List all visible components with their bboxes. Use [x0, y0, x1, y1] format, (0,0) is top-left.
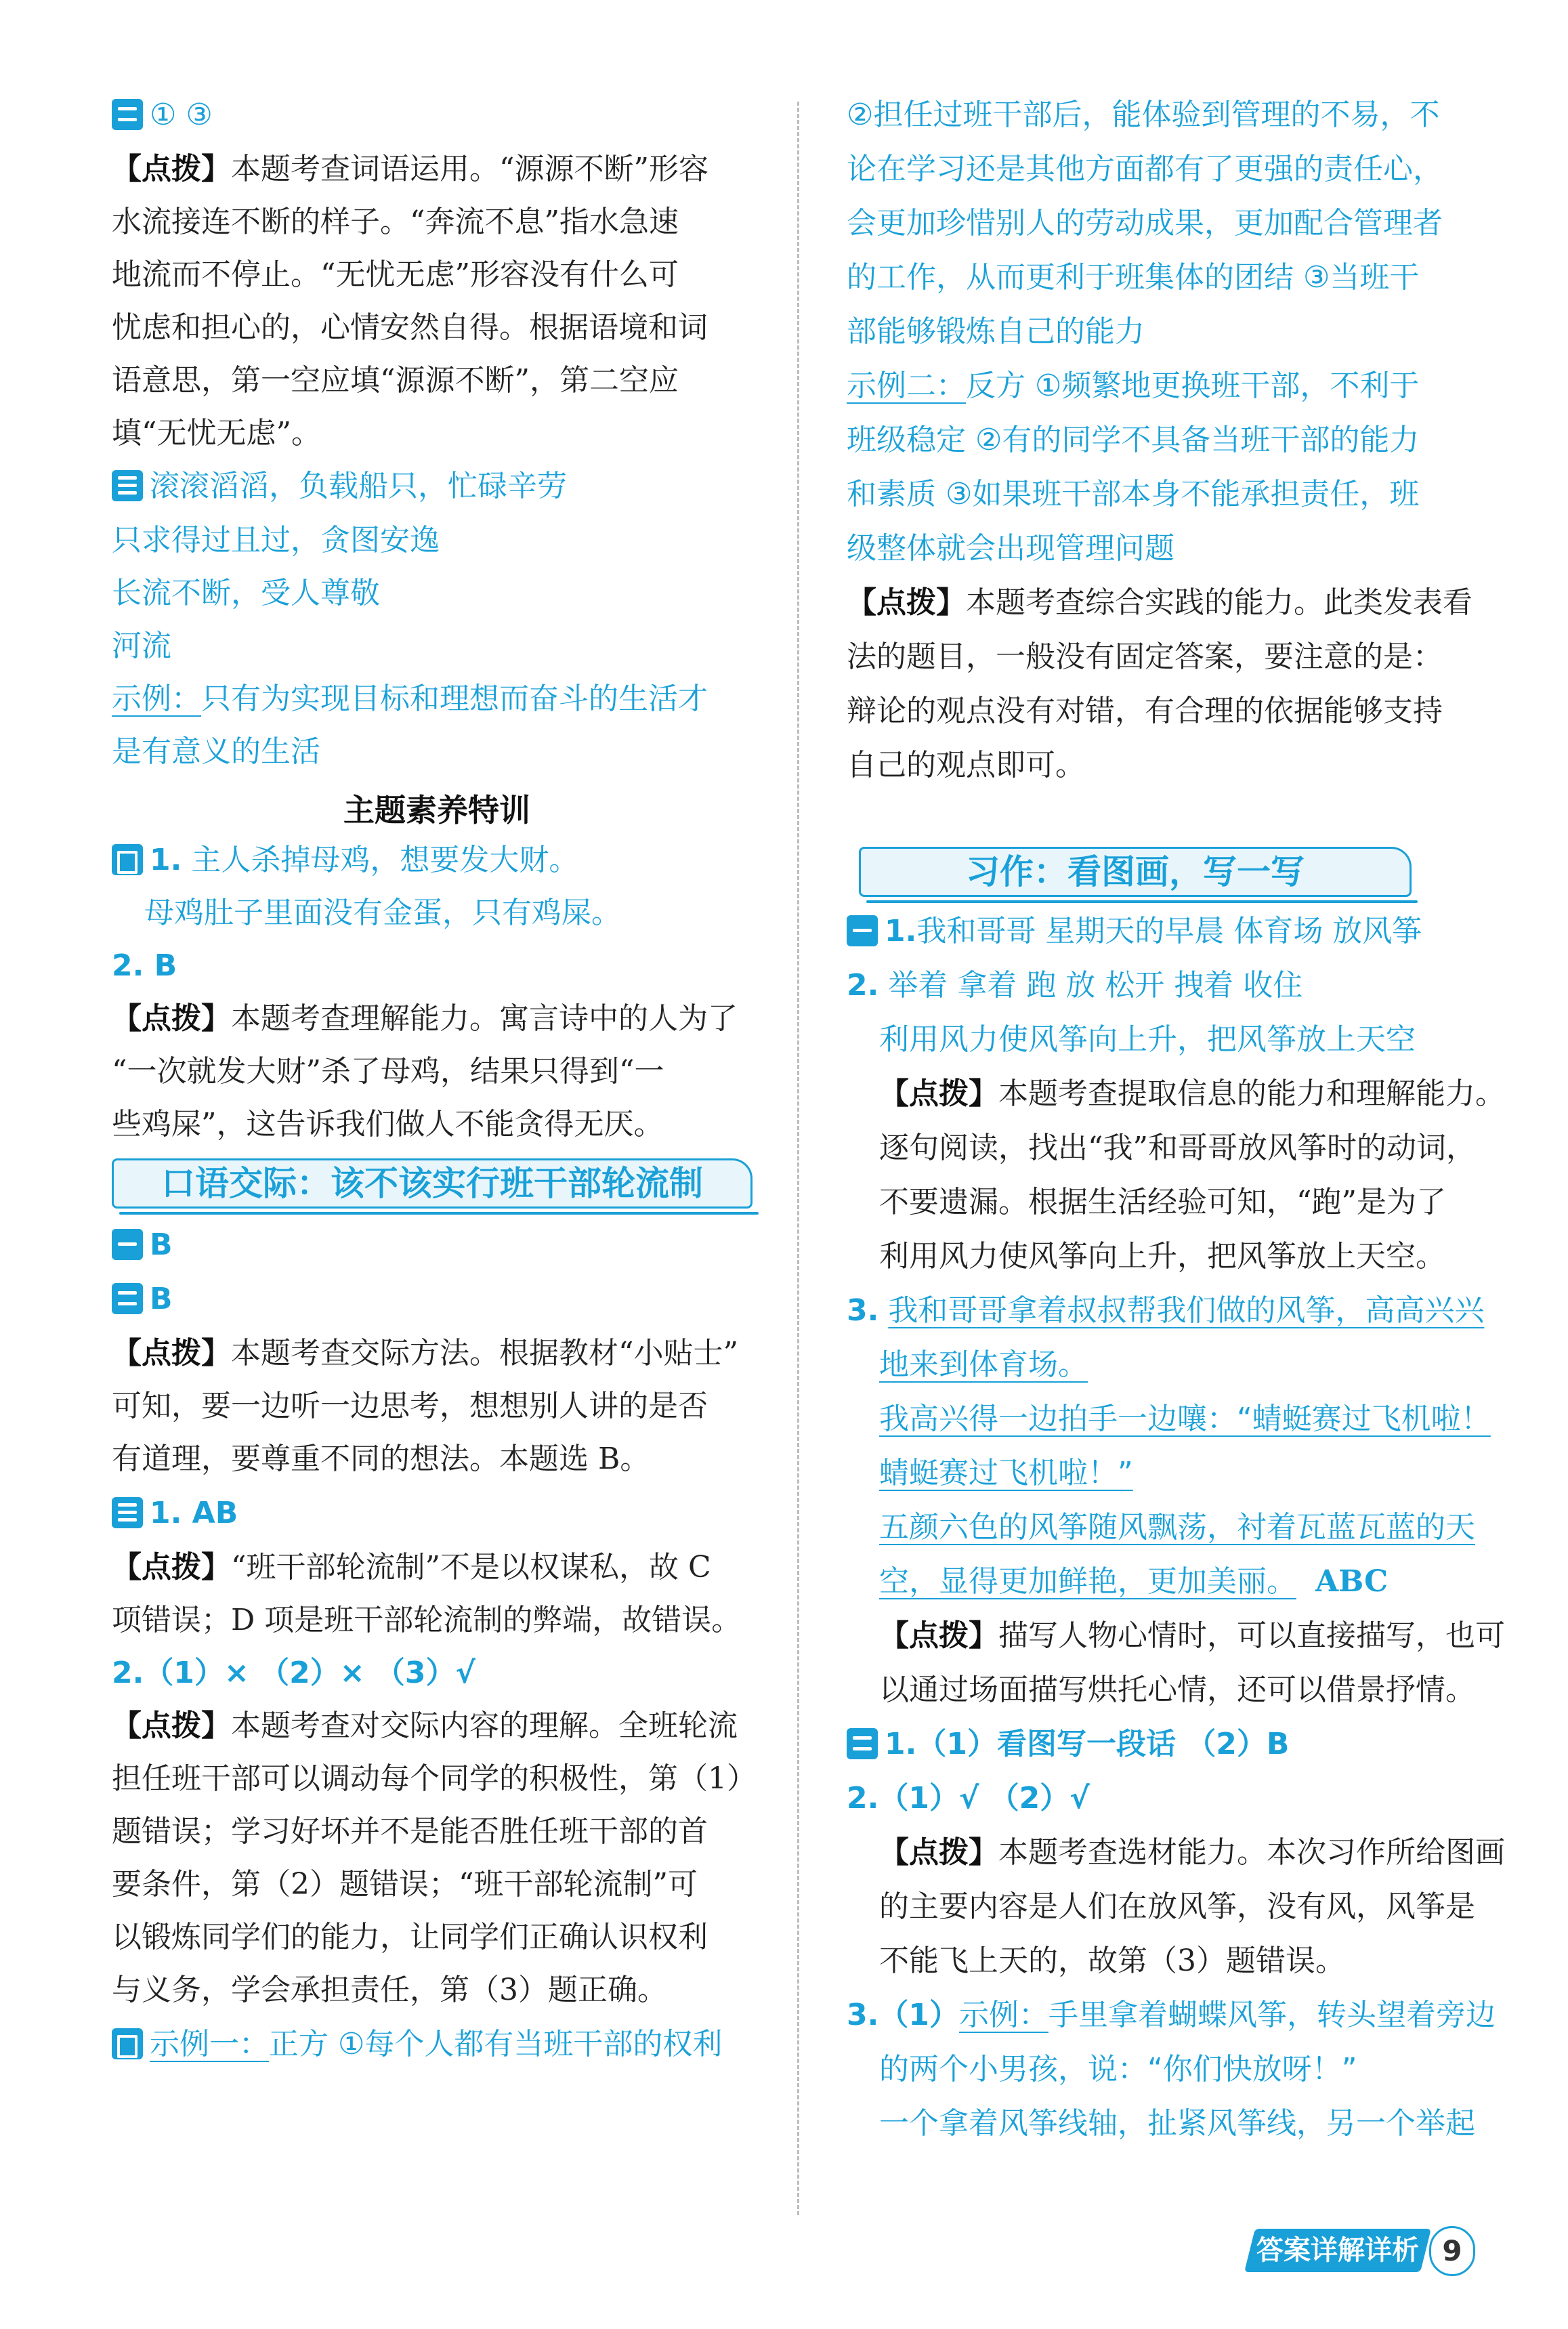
- hint-text: 有道理，要尊重不同的想法。本题选 B。: [112, 1442, 650, 1476]
- answer-text: B: [150, 1228, 173, 1262]
- hint-text: 与义务，学会承担责任，第（3）题正确。: [112, 1973, 667, 2007]
- hint-text: 些鸡屎”，这告诉我们做人不能贪得无厌。: [112, 1107, 664, 1141]
- section-badge-4-icon: [112, 2028, 143, 2059]
- answer-text: 会更加珍惜别人的劳动成果，更加配合管理者: [847, 206, 1443, 240]
- answer-text: 母鸡肚子里面没有金蛋，只有鸡屎。: [144, 896, 621, 930]
- question-number: 3.（1）: [847, 1998, 959, 2032]
- answer-line: [847, 1507, 1487, 1548]
- answer-text: 我高兴得一边拍手一边嚷：“蜻蜓赛过飞机啦！: [879, 1402, 1491, 1436]
- hint-text: 辩论的观点没有对错，有合理的依据能够支持: [847, 694, 1443, 728]
- hint-text: 担任班干部可以调动每个同学的积极性，第（1）: [112, 1761, 757, 1796]
- hint-text: 本题考查交际方法。根据教材“小贴士”: [231, 1336, 738, 1370]
- section-title: 主题素养特训: [343, 792, 530, 828]
- answer-line: [847, 1291, 1487, 1331]
- answer-text: 长流不断，受人尊敬: [112, 576, 380, 610]
- answer-text: 的工作，从而更利于班集体的团结 ③当班干: [847, 260, 1420, 295]
- hint-text: 本题考查选材能力。本次习作所给图画: [998, 1835, 1505, 1870]
- hint-label: 【点拨】: [847, 585, 966, 620]
- hint-label: 【点拨】: [112, 1001, 231, 1036]
- answer-line: [847, 366, 1487, 406]
- answer-line: [112, 1493, 762, 1534]
- example-label: 示例一：: [150, 2027, 269, 2061]
- answer-text: 是有意义的生活: [112, 734, 320, 769]
- section-badge-2-icon: [847, 1728, 878, 1759]
- hint-line: [847, 1832, 1505, 1873]
- answer-text: 我和哥哥 星期天的早晨 体育场 放风筝: [916, 914, 1422, 948]
- answer-text: 我和哥哥拿着叔叔帮我们做的风筝，高高兴兴: [888, 1293, 1485, 1328]
- answer-text: 只求得过且过，贪图安逸: [112, 523, 440, 558]
- answer-line: [847, 1453, 1487, 1494]
- hint-text: 项错误；D 项是班干部轮流制的弊端，故错误。: [112, 1603, 742, 1637]
- hint-text: 描写人物心情时，可以直接描写，也可: [998, 1618, 1505, 1653]
- section-badge-3-icon: [112, 1497, 143, 1528]
- answer-line: [847, 1995, 1496, 2036]
- answer-text: 1. AB: [150, 1496, 238, 1530]
- hint-line: [847, 1074, 1505, 1114]
- hint-line: [112, 1706, 762, 1746]
- hint-label: 【点拨】: [112, 152, 231, 186]
- hint-line: [847, 583, 1487, 623]
- hint-text: 水流接连不断的样子。“奔流不息”指水急速: [112, 205, 679, 239]
- answer-text: 2.（1）√ （2）√: [847, 1781, 1090, 1816]
- hint-text: 可知，要一边听一边思考，想想别人讲的是否: [112, 1389, 708, 1423]
- example-label: 示例：: [958, 1998, 1048, 2032]
- answer-text: 河流: [112, 629, 171, 663]
- answer-line: [112, 2024, 762, 2065]
- hint-label: 【点拨】: [879, 1835, 998, 1870]
- example-label: 示例二：: [847, 369, 966, 403]
- answer-line: [112, 679, 762, 719]
- answer-line: [847, 911, 1487, 952]
- answer-text: 蜻蜓赛过飞机啦！”: [879, 1456, 1133, 1490]
- hint-text: 本题考查提取信息的能力和理解能力。: [998, 1076, 1505, 1111]
- answer-text: 反方 ①频繁地更换班干部，不利于: [966, 369, 1420, 403]
- hint-line: [112, 1547, 762, 1588]
- hint-text: 语意思，第一空应填“源源不断”，第二空应: [112, 363, 679, 398]
- answer-line: [847, 1345, 1487, 1385]
- hint-line: [112, 1333, 762, 1374]
- hint-text: “班干部轮流制”不是以权谋私，故 C: [231, 1550, 711, 1585]
- section-badge-1-icon: [112, 1229, 143, 1260]
- answer-text: 部能够锻炼自己的能力: [847, 314, 1145, 349]
- answer-line: [112, 1279, 762, 1320]
- hint-text: 题错误；学习好坏并不是能否胜任班干部的首: [112, 1814, 708, 1849]
- section-badge-2-icon: [112, 1283, 143, 1314]
- answer-text: 一个拿着风筝线轴，扯紧风筝线，另一个举起: [879, 2106, 1475, 2141]
- answer-text: 和素质 ③如果班干部本身不能承担责任，班: [847, 477, 1420, 511]
- answer-text: ②担任过班干部后，能体验到管理的不易，不: [847, 98, 1440, 132]
- hint-text: 忧虑和担心的，心情安然自得。根据语境和词: [112, 310, 708, 345]
- question-number: 1.: [885, 914, 917, 948]
- answer-text: 利用风力使风筝向上升，把风筝放上天空: [879, 1022, 1416, 1057]
- question-number: 3.: [847, 1293, 879, 1328]
- hint-text: 以锻炼同学们的能力，让同学们正确认识权利: [112, 1920, 708, 1954]
- hint-text: 利用风力使风筝向上升，把风筝放上天空。: [879, 1239, 1445, 1274]
- hint-text: 的主要内容是人们在放风筝，没有风，风筝是: [879, 1889, 1475, 1924]
- hint-label: 【点拨】: [879, 1618, 998, 1653]
- example-label: 示例：: [112, 681, 201, 716]
- section-banner: 习作：看图画，写一写: [859, 847, 1412, 897]
- hint-line: [112, 999, 762, 1039]
- hint-text: 本题考查综合实践的能力。此类发表看: [966, 585, 1472, 620]
- hint-text: 本题考查理解能力。寓言诗中的人为了: [231, 1001, 738, 1036]
- question-number: 2.: [847, 968, 879, 1003]
- answer-text: 主人杀掉母鸡，想要发大财。: [191, 843, 579, 877]
- answer-text: 2.（1）× （2）× （3）√: [112, 1656, 475, 1690]
- hint-label: 【点拨】: [112, 1336, 231, 1370]
- hint-text: 地流而不停止。“无忧无虑”形容没有什么可: [112, 257, 679, 292]
- answer-line: [112, 840, 762, 881]
- hint-label: 【点拨】: [879, 1076, 998, 1111]
- section-badge-2-icon: [112, 99, 143, 130]
- answer-text: 滚滚滔滔，负载船只，忙碌辛劳: [150, 469, 567, 503]
- answer-text: 地来到体育场。: [879, 1347, 1088, 1382]
- footer-label: 答案详解详析: [1256, 2235, 1419, 2266]
- hint-label: 【点拨】: [112, 1550, 231, 1585]
- hint-label: 【点拨】: [112, 1708, 231, 1743]
- hint-text: 法的题目，一般没有固定答案，要注意的是：: [847, 639, 1443, 674]
- hint-line: [112, 149, 762, 190]
- answer-line: [112, 1225, 762, 1265]
- answer-text: 1.（1）看图写一段话 （2）B: [885, 1727, 1290, 1761]
- answer-text: 只有为实现目标和理想而奋斗的生活才: [201, 681, 708, 716]
- page-number: 9: [1429, 2226, 1475, 2276]
- hint-text: 要条件，第（2）题错误；“班干部轮流制”可: [112, 1867, 698, 1902]
- section-badge-1-icon: [847, 915, 878, 946]
- answer-text: 的两个小男孩，说：“你们快放呀！”: [879, 2052, 1357, 2086]
- section-banner: 口语交际：该不该实行班干部轮流制: [112, 1158, 753, 1209]
- column-divider: [797, 102, 799, 2215]
- answer-line: [112, 466, 762, 507]
- hint-text: 本题考查词语运用。“源源不断”形容: [231, 152, 708, 186]
- answer-text: 举着 拿着 跑 放 松开 拽着 收住: [888, 968, 1303, 1003]
- hint-text: 逐句阅读，找出“我”和哥哥放风筝时的动词，: [879, 1131, 1476, 1165]
- answer-text: B: [150, 1282, 173, 1316]
- hint-text: “一次就发大财”杀了母鸡，结果只得到“一: [112, 1054, 664, 1089]
- hint-text: 本题考查对交际内容的理解。全班轮流: [231, 1708, 738, 1743]
- hint-text: 填“无忧无虑”。: [112, 416, 321, 450]
- answer-text: 班级稳定 ②有的同学不具备当班干部的能力: [847, 423, 1420, 457]
- hint-text: 不能飞上天的，故第（3）题错误。: [879, 1944, 1345, 1978]
- answer-line: [112, 95, 762, 135]
- hint-text: 自己的观点即可。: [847, 748, 1085, 782]
- hint-text: 以通过场面描写烘托心情，还可以借景抒情。: [879, 1673, 1475, 1707]
- answer-text: 论在学习还是其他方面都有了更强的责任心，: [847, 152, 1443, 186]
- answer-text: 手里拿着蝴蝶风筝，转头望着旁边: [1048, 1998, 1496, 2032]
- answer-text: 正方 ①每个人都有当班干部的权利: [269, 2027, 723, 2061]
- answer-line: [847, 1724, 1487, 1765]
- answer-text: 空，显得更加鲜艳，更加美丽。: [879, 1564, 1296, 1599]
- hint-line: [847, 1616, 1505, 1656]
- question-number: 1.: [150, 843, 182, 877]
- section-badge-4-icon: [112, 844, 143, 875]
- answer-line: [847, 1399, 1491, 1440]
- answer-line: [847, 965, 1487, 1006]
- answer-text: 级整体就会出现管理问题: [847, 531, 1174, 566]
- answer-text: 2. B: [112, 948, 177, 983]
- section-badge-3-icon: [112, 470, 143, 501]
- answer-text: 五颜六色的风筝随风飘荡，衬着瓦蓝瓦蓝的天: [879, 1510, 1475, 1545]
- answer-text: ABC: [1315, 1564, 1389, 1599]
- answer-text: ① ③: [150, 98, 213, 132]
- hint-text: 不要遗漏。根据生活经验可知，“跑”是为了: [879, 1185, 1446, 1219]
- answer-line: [847, 1561, 1487, 1602]
